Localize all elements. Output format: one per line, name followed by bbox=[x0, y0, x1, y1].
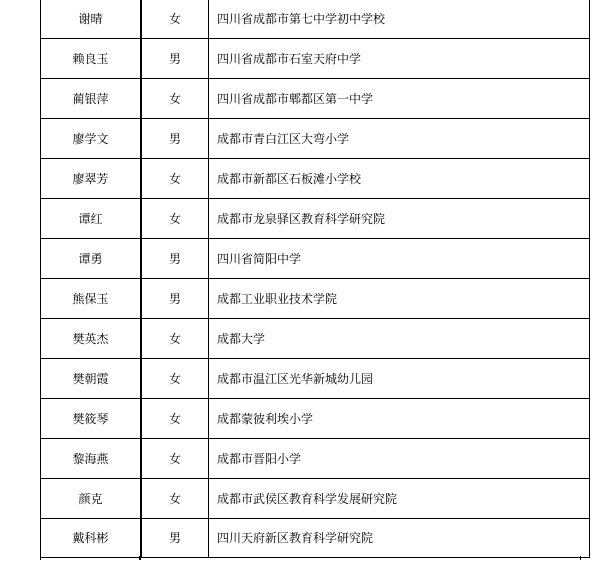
school-cell: 四川省成都市郫都区第一中学 bbox=[209, 79, 590, 119]
school-cell: 成都市温江区光华新城幼儿园 bbox=[209, 359, 590, 399]
roster-table-body bbox=[41, 0, 590, 558]
column-divider-stub bbox=[139, 556, 141, 560]
gender-cell: 女 bbox=[141, 479, 209, 519]
gender-cell: 女 bbox=[141, 399, 209, 439]
roster-table bbox=[40, 0, 590, 558]
table-row bbox=[41, 479, 590, 519]
table-row bbox=[41, 0, 590, 39]
table-row bbox=[41, 359, 590, 399]
gender-cell: 女 bbox=[141, 0, 209, 39]
school-cell: 四川天府新区教育科学研究院 bbox=[209, 519, 590, 558]
gender-cell: 女 bbox=[141, 319, 209, 359]
name-cell: 樊朝霞 bbox=[41, 359, 142, 399]
school-cell: 四川省简阳中学 bbox=[209, 239, 590, 279]
school-cell: 四川省成都市石室天府中学 bbox=[209, 39, 590, 79]
school-cell: 成都市武侯区教育科学发展研究院 bbox=[209, 479, 590, 519]
table-row bbox=[41, 239, 590, 279]
school-cell: 成都市新都区石板滩小学校 bbox=[209, 159, 590, 199]
school-cell: 成都市青白江区大弯小学 bbox=[209, 119, 590, 159]
roster-table-container bbox=[40, 0, 581, 558]
left-border-stub bbox=[40, 556, 41, 560]
table-row bbox=[41, 79, 590, 119]
name-cell: 蔺银萍 bbox=[41, 79, 142, 119]
table-border-stubs bbox=[40, 556, 581, 571]
school-cell: 成都大学 bbox=[209, 319, 590, 359]
gender-cell: 女 bbox=[141, 199, 209, 239]
gender-cell: 女 bbox=[141, 439, 209, 479]
school-cell: 成都蒙彼利埃小学 bbox=[209, 399, 590, 439]
name-cell: 熊保玉 bbox=[41, 279, 142, 319]
gender-cell: 男 bbox=[141, 119, 209, 159]
name-cell: 颜克 bbox=[41, 479, 142, 519]
right-border-stub bbox=[580, 556, 581, 560]
name-cell: 谢晴 bbox=[41, 0, 142, 39]
table-row bbox=[41, 159, 590, 199]
name-cell: 樊英杰 bbox=[41, 319, 142, 359]
name-cell: 廖学文 bbox=[41, 119, 142, 159]
name-cell: 赖良玉 bbox=[41, 39, 142, 79]
name-cell: 戴科彬 bbox=[41, 519, 142, 558]
gender-cell: 女 bbox=[141, 159, 209, 199]
school-cell: 成都市晋阳小学 bbox=[209, 439, 590, 479]
gender-cell: 男 bbox=[141, 39, 209, 79]
table-row bbox=[41, 199, 590, 239]
gender-cell: 女 bbox=[141, 359, 209, 399]
table-row bbox=[41, 119, 590, 159]
table-row bbox=[41, 439, 590, 479]
table-row bbox=[41, 399, 590, 439]
table-row bbox=[41, 319, 590, 359]
name-cell: 谭红 bbox=[41, 199, 142, 239]
school-cell: 四川省成都市第七中学初中学校 bbox=[209, 0, 590, 39]
school-cell: 成都工业职业技术学院 bbox=[209, 279, 590, 319]
name-cell: 樊筱琴 bbox=[41, 399, 142, 439]
gender-cell: 女 bbox=[141, 79, 209, 119]
table-row bbox=[41, 39, 590, 79]
name-cell: 谭勇 bbox=[41, 239, 142, 279]
gender-cell: 男 bbox=[141, 279, 209, 319]
gender-cell: 男 bbox=[141, 239, 209, 279]
school-cell: 成都市龙泉驿区教育科学研究院 bbox=[209, 199, 590, 239]
table-row bbox=[41, 279, 590, 319]
name-cell: 廖翠芳 bbox=[41, 159, 142, 199]
gender-cell: 男 bbox=[141, 519, 209, 558]
table-row bbox=[41, 519, 590, 558]
name-cell: 黎海燕 bbox=[41, 439, 142, 479]
